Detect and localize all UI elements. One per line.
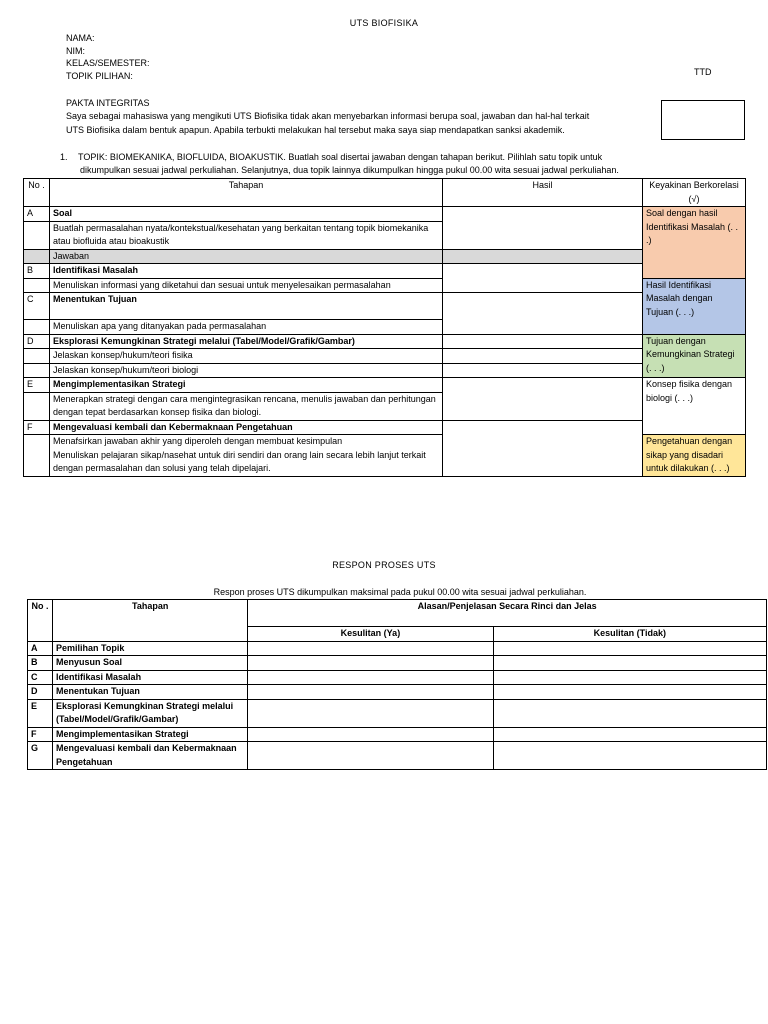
respon-header-tidak: Kesulitan (Tidak) — [493, 627, 766, 642]
row-code-empty — [24, 278, 50, 293]
keyakinan-soal-identifikasi[interactable]: Soal dengan hasil Identifikasi Masalah (. . .) — [643, 207, 746, 279]
row-code-empty — [24, 221, 50, 249]
tahapan-table — [23, 178, 746, 477]
respon-cell-tidak[interactable] — [493, 742, 766, 770]
respon-cell-ya[interactable] — [248, 670, 493, 685]
row-title-identifikasi: Identifikasi Masalah — [50, 264, 443, 279]
row-code-empty — [24, 363, 50, 378]
respon-row-label: Menentukan Tujuan — [53, 685, 248, 700]
respon-cell-tidak[interactable] — [493, 656, 766, 671]
respon-row-code: D — [28, 685, 53, 700]
hasil-cell-soal[interactable] — [443, 207, 643, 250]
respon-cell-ya[interactable] — [248, 685, 493, 700]
respon-table — [27, 599, 767, 770]
respon-cell-ya[interactable] — [248, 727, 493, 742]
pakta-text — [66, 110, 656, 137]
row-code-empty — [24, 349, 50, 364]
respon-row-code: B — [28, 656, 53, 671]
row-code-empty — [24, 435, 50, 477]
keyakinan-identifikasi-tujuan[interactable]: Hasil Identifikasi Masalah dengan Tujuan (. . .) — [643, 278, 746, 334]
field-kelas-semester: KELAS/SEMESTER: — [66, 58, 150, 68]
respon-header-no: No . — [28, 600, 53, 642]
respon-cell-tidak[interactable] — [493, 699, 766, 727]
row-code-empty — [24, 320, 50, 335]
respon-row-code: A — [28, 641, 53, 656]
row-desc-biologi: Jelaskan konsep/hukum/teori biologi — [50, 363, 443, 378]
row-code: D — [24, 334, 50, 349]
signature-box[interactable] — [661, 100, 745, 140]
topik-number: 1. — [60, 152, 68, 162]
keyakinan-tujuan-strategi[interactable]: Tujuan dengan Kemungkinan Strategi (. . .) — [643, 334, 746, 378]
respon-row-code: C — [28, 670, 53, 685]
pakta-title: PAKTA INTEGRITAS — [66, 98, 150, 108]
field-topik-pilihan: TOPIK PILIHAN: — [66, 70, 133, 81]
hasil-cell-evaluasi[interactable] — [443, 420, 643, 476]
header-hasil: Hasil — [443, 179, 643, 207]
respon-title: RESPON PROSES UTS — [332, 560, 436, 570]
respon-row-label: Mengevaluasi kembali dan Kebermaknaan Pengetahuan — [53, 742, 248, 770]
row-title-tujuan: Menentukan Tujuan — [50, 293, 443, 320]
hasil-cell-identifikasi[interactable] — [443, 264, 643, 293]
row-title-evaluasi: Mengevaluasi kembali dan Kebermaknaan Pengetahuan — [50, 420, 443, 435]
respon-row-label: Mengimplementasikan Strategi — [53, 727, 248, 742]
respon-row-code: G — [28, 742, 53, 770]
respon-cell-tidak[interactable] — [493, 685, 766, 700]
hasil-cell-jawaban[interactable] — [443, 249, 643, 264]
row-desc-tujuan: Menuliskan apa yang ditanyakan pada permasalahan — [50, 320, 443, 335]
respon-cell-ya[interactable] — [248, 641, 493, 656]
topik-line: TOPIK: BIOMEKANIKA, BIOFLUIDA, BIOAKUSTIK. Buatlah soal disertai jawaban dengan tahapan berikut. Pilihlah satu topik untuk — [78, 152, 603, 162]
header-keyakinan: Keyakinan Berkorelasi (√) — [643, 179, 746, 207]
row-desc-fisika: Jelaskan konsep/hukum/teori fisika — [50, 349, 443, 364]
pakta-line: UTS Biofisika dalam bentuk apapun. Apabila terbukti melakukan hal tersebut maka saya siap mendapatkan sanksi akademik. — [66, 124, 565, 135]
row-desc-sikap: Menuliskan pelajaran sikap/nasehat untuk diri sendiri dan orang lain secara lebih lanjut terkait dengan permasalahan dan solusi yang telah dipelajari. — [53, 449, 426, 473]
signature-label: TTD — [694, 67, 712, 77]
hasil-cell-biologi[interactable] — [443, 363, 643, 378]
row-code-empty — [24, 249, 50, 264]
row-desc-soal: Buatlah permasalahan nyata/kontekstual/kesehatan yang berkaitan tentang topik biomekanika atau biofluida atau bioakustik — [50, 221, 443, 249]
pakta-line: Saya sebagai mahasiswa yang mengikuti UTS Biofisika tidak akan menyebarkan informasi berupa soal, jawaban dan hal-hal terkait — [66, 111, 590, 121]
respon-cell-tidak[interactable] — [493, 641, 766, 656]
respon-cell-tidak[interactable] — [493, 670, 766, 685]
respon-row-label: Pemilihan Topik — [53, 641, 248, 656]
field-nama: NAMA: — [66, 33, 95, 43]
row-code: A — [24, 207, 50, 222]
respon-row-label: Identifikasi Masalah — [53, 670, 248, 685]
header-no: No . — [24, 179, 50, 207]
row-jawaban: Jawaban — [50, 249, 443, 264]
respon-cell-tidak[interactable] — [493, 727, 766, 742]
hasil-cell-implementasi[interactable] — [443, 378, 643, 421]
row-desc-identifikasi: Menuliskan informasi yang diketahui dan sesuai untuk menyelesaikan permasalahan — [50, 278, 443, 293]
respon-cell-ya[interactable] — [248, 699, 493, 727]
row-code: B — [24, 264, 50, 279]
respon-row-label: Eksplorasi Kemungkinan Strategi melalui (Tabel/Model/Grafik/Gambar) — [53, 699, 248, 727]
topik-instruction — [60, 151, 700, 177]
row-code: F — [24, 420, 50, 435]
respon-note: Respon proses UTS dikumpulkan maksimal pada pukul 00.00 wita sesuai jadwal perkuliahan. — [213, 587, 587, 597]
hasil-cell-fisika[interactable] — [443, 349, 643, 364]
keyakinan-konsep[interactable]: Konsep fisika dengan biologi (. . .) — [643, 378, 746, 435]
respon-row-label: Menyusun Soal — [53, 656, 248, 671]
header-tahapan: Tahapan — [50, 179, 443, 207]
row-code: E — [24, 378, 50, 393]
keyakinan-pengetahuan-sikap[interactable]: Pengetahuan dengan sikap yang disadari untuk dilakukan (. . .) — [643, 435, 746, 477]
page-title: UTS BIOFISIKA — [349, 18, 419, 28]
respon-header-ya: Kesulitan (Ya) — [248, 627, 493, 642]
respon-header-tahapan: Tahapan — [53, 600, 248, 642]
row-desc-evaluasi — [50, 435, 443, 477]
respon-row-code: F — [28, 727, 53, 742]
respon-cell-ya[interactable] — [248, 656, 493, 671]
row-desc-kesimpulan: Menafsirkan jawaban akhir yang diperoleh dengan membuat kesimpulan — [53, 436, 343, 446]
respon-row-code: E — [28, 699, 53, 727]
row-desc-implementasi: Menerapkan strategi dengan cara mengintegrasikan rencana, menulis jawaban dan perhitungan dengan tepat berdasarkan konsep fisika dan biologi. — [50, 392, 443, 420]
row-title-eksplorasi: Eksplorasi Kemungkinan Strategi melalui (Tabel/Model/Grafik/Gambar) — [50, 334, 443, 349]
field-nim: NIM: — [66, 45, 85, 56]
hasil-cell-eksplorasi[interactable] — [443, 334, 643, 349]
row-code-empty — [24, 392, 50, 420]
row-title-soal: Soal — [50, 207, 443, 222]
row-code: C — [24, 293, 50, 320]
row-title-implementasi: Mengimplementasikan Strategi — [50, 378, 443, 393]
topik-line: dikumpulkan sesuai jadwal perkuliahan. Selanjutnya, dua topik lainnya dikumpulkan hingga pukul 00.00 wita sesuai jadwal perkuliahan. — [80, 165, 619, 175]
respon-header-alasan: Alasan/Penjelasan Secara Rinci dan Jelas — [248, 600, 767, 627]
identity-fields — [66, 32, 150, 82]
hasil-cell-tujuan[interactable] — [443, 293, 643, 335]
respon-cell-ya[interactable] — [248, 742, 493, 770]
